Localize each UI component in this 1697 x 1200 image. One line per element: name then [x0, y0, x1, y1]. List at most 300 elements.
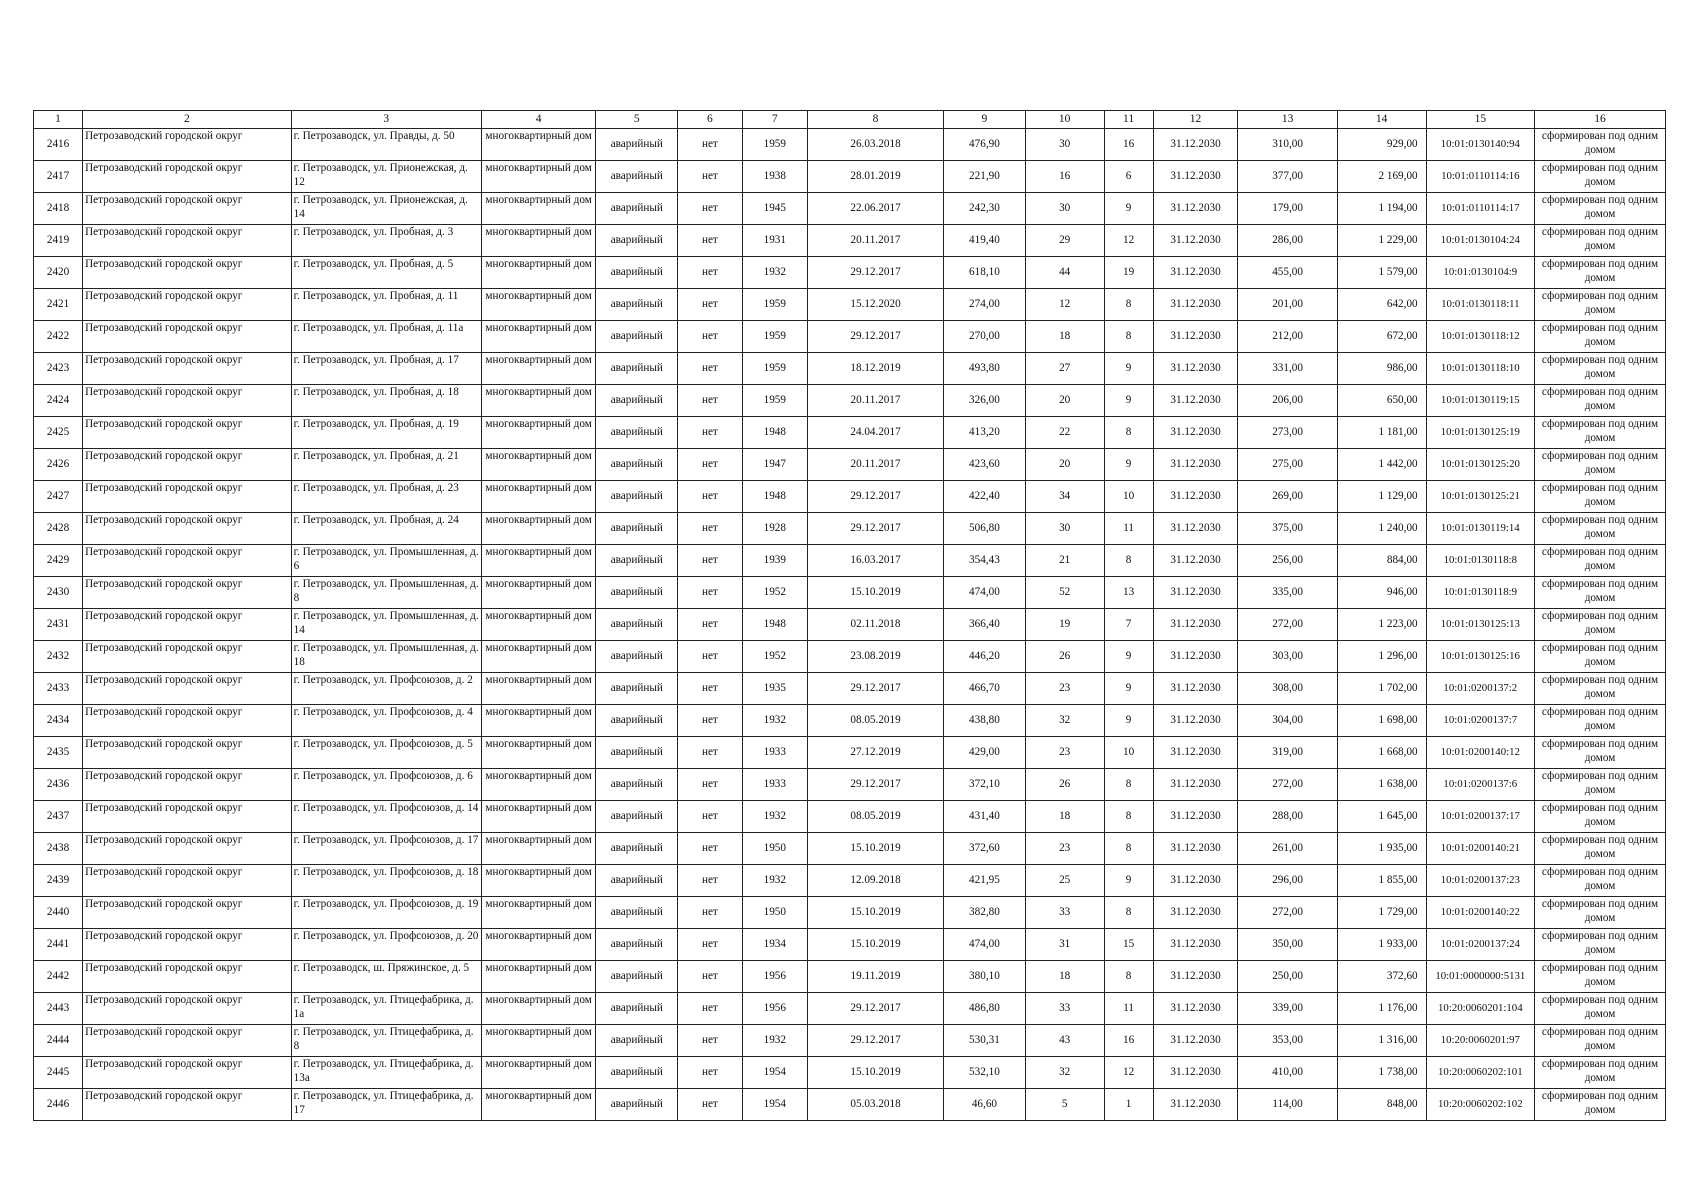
table-cell: сформирован под одним домом	[1535, 673, 1666, 705]
table-cell: 380,10	[944, 961, 1026, 993]
table-cell: 31.12.2030	[1153, 513, 1238, 545]
table-cell: 10:01:0200137:24	[1426, 929, 1534, 961]
table-cell: сформирован под одним домом	[1535, 641, 1666, 673]
table-cell: 31.12.2030	[1153, 641, 1238, 673]
table-cell: аварийный	[596, 865, 678, 897]
column-header: 8	[808, 111, 944, 129]
table-cell: 8	[1104, 545, 1153, 577]
table-cell: 2420	[34, 257, 83, 289]
table-row	[34, 577, 1666, 609]
table-cell: 29.12.2017	[808, 257, 944, 289]
table-cell: 2431	[34, 609, 83, 641]
table-cell: 46,60	[944, 1089, 1026, 1121]
table-row	[34, 673, 1666, 705]
table-cell: 269,00	[1238, 481, 1337, 513]
table-cell: 1 176,00	[1337, 993, 1426, 1025]
table-cell: сформирован под одним домом	[1535, 609, 1666, 641]
table-cell: 366,40	[944, 609, 1026, 641]
table-cell: 31.12.2030	[1153, 545, 1238, 577]
table-cell: сформирован под одним домом	[1535, 353, 1666, 385]
table-cell: 212,00	[1238, 321, 1337, 353]
table-cell: 27.12.2019	[808, 737, 944, 769]
table-cell: сформирован под одним домом	[1535, 705, 1666, 737]
table-cell: 848,00	[1337, 1089, 1426, 1121]
table-cell: 18	[1025, 801, 1104, 833]
table-cell: г. Петрозаводск, ул. Птицефабрика, д. 13а	[291, 1057, 481, 1089]
table-cell: аварийный	[596, 897, 678, 929]
table-cell: 650,00	[1337, 385, 1426, 417]
table-cell: 10:20:0060202:102	[1426, 1089, 1534, 1121]
table-cell: многоквартирный дом	[481, 257, 596, 289]
table-cell: 10:01:0200140:12	[1426, 737, 1534, 769]
table-cell: 15.10.2019	[808, 833, 944, 865]
table-row	[34, 353, 1666, 385]
table-cell: 1 638,00	[1337, 769, 1426, 801]
table-cell: 23.08.2019	[808, 641, 944, 673]
table-cell: 29.12.2017	[808, 481, 944, 513]
table-cell: 15.12.2020	[808, 289, 944, 321]
table-cell: нет	[678, 417, 742, 449]
table-cell: г. Петрозаводск, ул. Пробная, д. 18	[291, 385, 481, 417]
table-cell: аварийный	[596, 449, 678, 481]
table-cell: 19	[1025, 609, 1104, 641]
table-cell: 1950	[742, 833, 807, 865]
table-cell: Петрозаводский городской округ	[83, 929, 292, 961]
table-cell: 31.12.2030	[1153, 385, 1238, 417]
table-cell: 1 702,00	[1337, 673, 1426, 705]
table-cell: 25	[1025, 865, 1104, 897]
table-row	[34, 801, 1666, 833]
table-cell: 10:01:0200137:23	[1426, 865, 1534, 897]
table-cell: Петрозаводский городской округ	[83, 865, 292, 897]
table-cell: 1932	[742, 1025, 807, 1057]
table-cell: нет	[678, 673, 742, 705]
table-cell: Петрозаводский городской округ	[83, 673, 292, 705]
table-cell: 421,95	[944, 865, 1026, 897]
table-cell: г. Петрозаводск, ул. Пробная, д. 21	[291, 449, 481, 481]
table-cell: 29.12.2017	[808, 769, 944, 801]
table-cell: сформирован под одним домом	[1535, 929, 1666, 961]
table-cell: 31.12.2030	[1153, 1089, 1238, 1121]
table-cell: сформирован под одним домом	[1535, 897, 1666, 929]
table-cell: сформирован под одним домом	[1535, 129, 1666, 161]
table-cell: 1 194,00	[1337, 193, 1426, 225]
table-cell: г. Петрозаводск, ул. Пробная, д. 5	[291, 257, 481, 289]
table-cell: 1 729,00	[1337, 897, 1426, 929]
table-cell: 1934	[742, 929, 807, 961]
table-cell: 422,40	[944, 481, 1026, 513]
table-cell: 10:20:0060201:97	[1426, 1025, 1534, 1057]
table-cell: г. Петрозаводск, ул. Прионежская, д. 14	[291, 193, 481, 225]
table-cell: Петрозаводский городской округ	[83, 449, 292, 481]
table-cell: нет	[678, 289, 742, 321]
table-cell: 455,00	[1238, 257, 1337, 289]
table-cell: 1932	[742, 801, 807, 833]
table-cell: 446,20	[944, 641, 1026, 673]
table-cell: Петрозаводский городской округ	[83, 385, 292, 417]
table-cell: нет	[678, 257, 742, 289]
table-cell: 272,00	[1238, 769, 1337, 801]
table-cell: Петрозаводский городской округ	[83, 161, 292, 193]
table-cell: аварийный	[596, 385, 678, 417]
table-cell: 10:01:0000000:5131	[1426, 961, 1534, 993]
table-cell: 27	[1025, 353, 1104, 385]
table-cell: Петрозаводский городской округ	[83, 705, 292, 737]
table-cell: 339,00	[1238, 993, 1337, 1025]
table-cell: 9	[1104, 673, 1153, 705]
table-cell: 20.11.2017	[808, 449, 944, 481]
table-cell: 1947	[742, 449, 807, 481]
table-cell: нет	[678, 865, 742, 897]
column-header: 9	[944, 111, 1026, 129]
table-cell: 2435	[34, 737, 83, 769]
table-row	[34, 417, 1666, 449]
table-cell: 9	[1104, 641, 1153, 673]
table-cell: 16.03.2017	[808, 545, 944, 577]
table-row	[34, 449, 1666, 481]
table-cell: 1 668,00	[1337, 737, 1426, 769]
table-cell: Петрозаводский городской округ	[83, 193, 292, 225]
table-cell: 28.01.2019	[808, 161, 944, 193]
table-cell: г. Петрозаводск, ул. Профсоюзов, д. 19	[291, 897, 481, 929]
table-cell: 286,00	[1238, 225, 1337, 257]
table-row	[34, 193, 1666, 225]
table-cell: 532,10	[944, 1057, 1026, 1089]
table-cell: 2440	[34, 897, 83, 929]
table-cell: 296,00	[1238, 865, 1337, 897]
table-cell: Петрозаводский городской округ	[83, 513, 292, 545]
table-cell: 15.10.2019	[808, 929, 944, 961]
table-cell: г. Петрозаводск, ул. Промышленная, д. 18	[291, 641, 481, 673]
table-cell: аварийный	[596, 1057, 678, 1089]
column-header: 15	[1426, 111, 1534, 129]
table-row	[34, 609, 1666, 641]
table-cell: 1 579,00	[1337, 257, 1426, 289]
table-cell: 1933	[742, 769, 807, 801]
table-cell: аварийный	[596, 1025, 678, 1057]
table-cell: 1	[1104, 1089, 1153, 1121]
table-cell: нет	[678, 705, 742, 737]
table-cell: 1932	[742, 705, 807, 737]
table-cell: 250,00	[1238, 961, 1337, 993]
table-cell: многоквартирный дом	[481, 929, 596, 961]
table-cell: 2424	[34, 385, 83, 417]
table-cell: нет	[678, 993, 742, 1025]
table-cell: 10:20:0060202:101	[1426, 1057, 1534, 1089]
table-cell: 32	[1025, 1057, 1104, 1089]
table-cell: 10:01:0130118:12	[1426, 321, 1534, 353]
table-cell: многоквартирный дом	[481, 577, 596, 609]
table-cell: Петрозаводский городской округ	[83, 321, 292, 353]
table-cell: 10	[1104, 737, 1153, 769]
table-cell: 22	[1025, 417, 1104, 449]
table-cell: г. Петрозаводск, ул. Профсоюзов, д. 20	[291, 929, 481, 961]
table-cell: 275,00	[1238, 449, 1337, 481]
table-cell: аварийный	[596, 257, 678, 289]
table-cell: 23	[1025, 833, 1104, 865]
table-row	[34, 289, 1666, 321]
table-cell: 30	[1025, 129, 1104, 161]
table-cell: 476,90	[944, 129, 1026, 161]
table-row	[34, 865, 1666, 897]
table-cell: нет	[678, 737, 742, 769]
table-cell: нет	[678, 193, 742, 225]
table-cell: 10:01:0200137:2	[1426, 673, 1534, 705]
table-row	[34, 1089, 1666, 1121]
table-cell: 2436	[34, 769, 83, 801]
table-cell: 10:01:0200137:6	[1426, 769, 1534, 801]
table-cell: 29.12.2017	[808, 993, 944, 1025]
table-cell: 506,80	[944, 513, 1026, 545]
table-cell: аварийный	[596, 161, 678, 193]
table-cell: 1948	[742, 609, 807, 641]
table-cell: 5	[1025, 1089, 1104, 1121]
table-cell: 2443	[34, 993, 83, 1025]
table-cell: 31.12.2030	[1153, 833, 1238, 865]
table-row	[34, 225, 1666, 257]
table-row	[34, 641, 1666, 673]
table-cell: сформирован под одним домом	[1535, 193, 1666, 225]
table-cell: нет	[678, 897, 742, 929]
table-cell: аварийный	[596, 129, 678, 161]
table-cell: многоквартирный дом	[481, 961, 596, 993]
table-cell: 31.12.2030	[1153, 481, 1238, 513]
table-cell: многоквартирный дом	[481, 161, 596, 193]
table-cell: 2444	[34, 1025, 83, 1057]
table-cell: 31.12.2030	[1153, 577, 1238, 609]
table-cell: 201,00	[1238, 289, 1337, 321]
table-cell: 2439	[34, 865, 83, 897]
table-cell: аварийный	[596, 737, 678, 769]
table-cell: сформирован под одним домом	[1535, 321, 1666, 353]
table-cell: нет	[678, 225, 742, 257]
table-cell: 1954	[742, 1089, 807, 1121]
table-cell: 29.12.2017	[808, 321, 944, 353]
table-cell: г. Петрозаводск, ул. Пробная, д. 3	[291, 225, 481, 257]
table-cell: 1 296,00	[1337, 641, 1426, 673]
table-body	[34, 111, 1666, 1121]
table-cell: сформирован под одним домом	[1535, 257, 1666, 289]
table-cell: 10:01:0130125:20	[1426, 449, 1534, 481]
table-cell: 486,80	[944, 993, 1026, 1025]
table-cell: 12	[1025, 289, 1104, 321]
table-cell: 274,00	[944, 289, 1026, 321]
table-cell: 1 442,00	[1337, 449, 1426, 481]
table-row	[34, 833, 1666, 865]
table-cell: 272,00	[1238, 609, 1337, 641]
table-cell: нет	[678, 449, 742, 481]
table-cell: 1 855,00	[1337, 865, 1426, 897]
table-cell: 530,31	[944, 1025, 1026, 1057]
table-cell: 12	[1104, 225, 1153, 257]
table-cell: 372,60	[944, 833, 1026, 865]
table-cell: 8	[1104, 801, 1153, 833]
table-cell: Петрозаводский городской округ	[83, 481, 292, 513]
table-cell: сформирован под одним домом	[1535, 225, 1666, 257]
table-cell: Петрозаводский городской округ	[83, 961, 292, 993]
table-cell: г. Петрозаводск, ул. Пробная, д. 11а	[291, 321, 481, 353]
table-cell: 10:01:0130118:9	[1426, 577, 1534, 609]
table-cell: 423,60	[944, 449, 1026, 481]
table-cell: 10:01:0130119:15	[1426, 385, 1534, 417]
table-cell: 256,00	[1238, 545, 1337, 577]
table-cell: аварийный	[596, 481, 678, 513]
table-cell: 1959	[742, 385, 807, 417]
table-cell: сформирован под одним домом	[1535, 481, 1666, 513]
table-cell: 8	[1104, 321, 1153, 353]
table-cell: 6	[1104, 161, 1153, 193]
table-cell: 10:01:0200137:7	[1426, 705, 1534, 737]
table-cell: 10:01:0110114:16	[1426, 161, 1534, 193]
table-cell: 2432	[34, 641, 83, 673]
table-cell: 10:01:0200140:22	[1426, 897, 1534, 929]
table-cell: 1959	[742, 353, 807, 385]
table-cell: 20	[1025, 449, 1104, 481]
table-cell: 31.12.2030	[1153, 673, 1238, 705]
table-cell: 16	[1025, 161, 1104, 193]
table-cell: 32	[1025, 705, 1104, 737]
table-cell: 31.12.2030	[1153, 353, 1238, 385]
table-cell: многоквартирный дом	[481, 1089, 596, 1121]
column-header: 12	[1153, 111, 1238, 129]
table-cell: 9	[1104, 193, 1153, 225]
table-cell: 9	[1104, 705, 1153, 737]
table-cell: 2427	[34, 481, 83, 513]
table-cell: многоквартирный дом	[481, 449, 596, 481]
table-cell: 43	[1025, 1025, 1104, 1057]
table-cell: г. Петрозаводск, ул. Профсоюзов, д. 5	[291, 737, 481, 769]
table-cell: 2437	[34, 801, 83, 833]
table-row	[34, 993, 1666, 1025]
table-cell: г. Петрозаводск, ул. Пробная, д. 23	[291, 481, 481, 513]
table-cell: аварийный	[596, 833, 678, 865]
table-cell: 8	[1104, 289, 1153, 321]
table-cell: 114,00	[1238, 1089, 1337, 1121]
table-cell: 20.11.2017	[808, 385, 944, 417]
table-cell: Петрозаводский городской округ	[83, 417, 292, 449]
table-cell: 10:01:0130125:21	[1426, 481, 1534, 513]
table-cell: 1 738,00	[1337, 1057, 1426, 1089]
table-cell: многоквартирный дом	[481, 193, 596, 225]
table-cell: 33	[1025, 993, 1104, 1025]
table-cell: аварийный	[596, 513, 678, 545]
table-row	[34, 897, 1666, 929]
table-cell: Петрозаводский городской округ	[83, 801, 292, 833]
table-cell: Петрозаводский городской округ	[83, 129, 292, 161]
table-cell: Петрозаводский городской округ	[83, 545, 292, 577]
table-cell: многоквартирный дом	[481, 513, 596, 545]
table-cell: 304,00	[1238, 705, 1337, 737]
table-cell: 1956	[742, 961, 807, 993]
table-cell: 10:20:0060201:104	[1426, 993, 1534, 1025]
table-cell: 34	[1025, 481, 1104, 513]
table-cell: 31.12.2030	[1153, 1025, 1238, 1057]
table-cell: 618,10	[944, 257, 1026, 289]
table-cell: аварийный	[596, 353, 678, 385]
housing-register-table	[33, 110, 1666, 1121]
table-cell: нет	[678, 385, 742, 417]
table-cell: 431,40	[944, 801, 1026, 833]
table-cell: 179,00	[1238, 193, 1337, 225]
column-header: 7	[742, 111, 807, 129]
table-cell: 2428	[34, 513, 83, 545]
table-cell: 1933	[742, 737, 807, 769]
table-cell: 31.12.2030	[1153, 929, 1238, 961]
table-cell: 288,00	[1238, 801, 1337, 833]
table-cell: Петрозаводский городской округ	[83, 737, 292, 769]
table-cell: г. Петрозаводск, ул. Правды, д. 50	[291, 129, 481, 161]
table-cell: 18	[1025, 961, 1104, 993]
table-cell: 1 181,00	[1337, 417, 1426, 449]
table-cell: 18.12.2019	[808, 353, 944, 385]
column-header: 11	[1104, 111, 1153, 129]
table-cell: нет	[678, 769, 742, 801]
table-row	[34, 705, 1666, 737]
table-cell: сформирован под одним домом	[1535, 1025, 1666, 1057]
table-cell: 2438	[34, 833, 83, 865]
table-cell: сформирован под одним домом	[1535, 577, 1666, 609]
table-cell: 31.12.2030	[1153, 769, 1238, 801]
table-cell: 31.12.2030	[1153, 705, 1238, 737]
table-cell: 1 698,00	[1337, 705, 1426, 737]
table-cell: г. Петрозаводск, ул. Промышленная, д. 8	[291, 577, 481, 609]
table-cell: 2419	[34, 225, 83, 257]
table-cell: 2441	[34, 929, 83, 961]
table-cell: 10	[1104, 481, 1153, 513]
table-cell: 08.05.2019	[808, 801, 944, 833]
table-cell: 1 223,00	[1337, 609, 1426, 641]
table-cell: 08.05.2019	[808, 705, 944, 737]
table-cell: 8	[1104, 769, 1153, 801]
table-cell: сформирован под одним домом	[1535, 801, 1666, 833]
table-cell: аварийный	[596, 673, 678, 705]
table-cell: 1 240,00	[1337, 513, 1426, 545]
table-cell: 1952	[742, 577, 807, 609]
column-header: 2	[83, 111, 292, 129]
table-cell: 377,00	[1238, 161, 1337, 193]
table-cell: 44	[1025, 257, 1104, 289]
table-cell: 303,00	[1238, 641, 1337, 673]
table-cell: 2429	[34, 545, 83, 577]
table-cell: 33	[1025, 897, 1104, 929]
table-cell: 9	[1104, 385, 1153, 417]
table-cell: аварийный	[596, 929, 678, 961]
table-cell: Петрозаводский городской округ	[83, 225, 292, 257]
table-cell: 10:01:0110114:17	[1426, 193, 1534, 225]
table-cell: 8	[1104, 833, 1153, 865]
table-cell: 31.12.2030	[1153, 257, 1238, 289]
table-cell: 9	[1104, 865, 1153, 897]
table-cell: 2418	[34, 193, 83, 225]
table-cell: г. Петрозаводск, ул. Промышленная, д. 6	[291, 545, 481, 577]
table-row	[34, 161, 1666, 193]
table-cell: 1 933,00	[1337, 929, 1426, 961]
table-cell: Петрозаводский городской округ	[83, 609, 292, 641]
table-cell: 884,00	[1337, 545, 1426, 577]
table-cell: нет	[678, 1025, 742, 1057]
table-cell: многоквартирный дом	[481, 1025, 596, 1057]
table-cell: нет	[678, 161, 742, 193]
table-cell: 10:01:0130118:11	[1426, 289, 1534, 321]
column-header: 13	[1238, 111, 1337, 129]
table-cell: 10:01:0130125:16	[1426, 641, 1534, 673]
table-cell: сформирован под одним домом	[1535, 833, 1666, 865]
table-cell: г. Петрозаводск, ул. Профсоюзов, д. 17	[291, 833, 481, 865]
table-cell: сформирован под одним домом	[1535, 449, 1666, 481]
table-cell: 1948	[742, 481, 807, 513]
table-cell: сформирован под одним домом	[1535, 289, 1666, 321]
table-cell: 272,00	[1238, 897, 1337, 929]
